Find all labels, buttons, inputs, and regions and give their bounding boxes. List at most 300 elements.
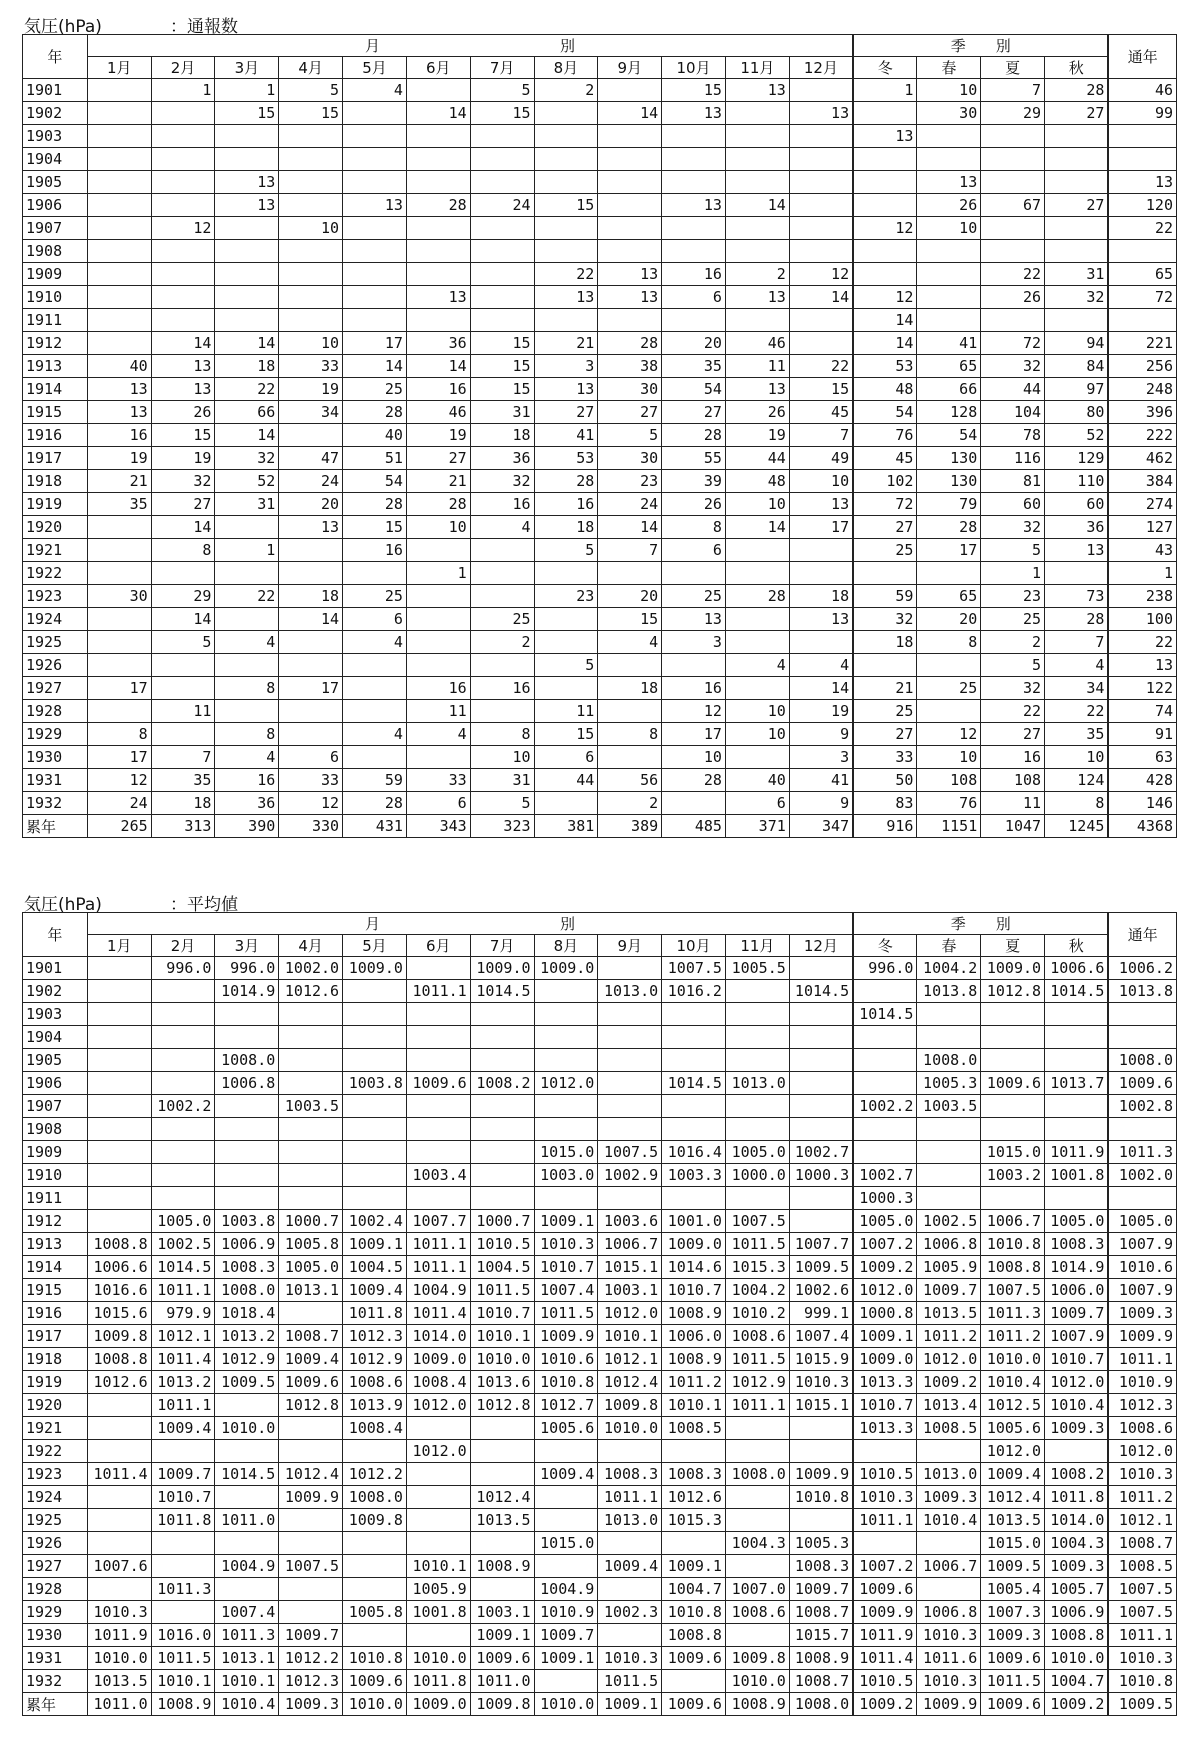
value-cell: 16 — [215, 769, 279, 792]
value-cell: 12 — [87, 769, 151, 792]
year-cell: 1928 — [23, 1578, 88, 1601]
value-cell: 19 — [789, 700, 853, 723]
value-cell — [215, 516, 279, 539]
value-cell — [853, 980, 917, 1003]
value-cell — [343, 263, 407, 286]
value-cell: 1014.0 — [406, 1325, 470, 1348]
value-cell — [981, 217, 1045, 240]
value-cell — [981, 309, 1045, 332]
value-cell — [598, 217, 662, 240]
value-cell: 76 — [917, 792, 981, 815]
value-cell: 5 — [151, 631, 215, 654]
value-cell: 1009.4 — [598, 1555, 662, 1578]
value-cell: 1009.4 — [151, 1417, 215, 1440]
value-cell: 24 — [87, 792, 151, 815]
value-cell — [151, 1141, 215, 1164]
value-cell — [662, 1118, 726, 1141]
value-cell — [598, 1003, 662, 1026]
value-cell: 384 — [1108, 470, 1176, 493]
value-cell: 16 — [470, 493, 534, 516]
value-cell: 16 — [87, 424, 151, 447]
value-cell: 1011.1 — [406, 980, 470, 1003]
value-cell: 25 — [343, 585, 407, 608]
value-cell: 24 — [598, 493, 662, 516]
value-cell: 1002.9 — [598, 1164, 662, 1187]
value-cell — [534, 171, 598, 194]
table-row — [23, 378, 1177, 401]
value-cell: 1012.4 — [470, 1486, 534, 1509]
value-cell: 1013.0 — [725, 1072, 789, 1095]
value-cell: 1010.4 — [917, 1509, 981, 1532]
value-cell: 1009.7 — [279, 1624, 343, 1647]
value-cell: 1013.6 — [470, 1371, 534, 1394]
value-cell: 15 — [470, 355, 534, 378]
value-cell: 13 — [1108, 654, 1176, 677]
value-cell: 1009.6 — [1108, 1072, 1176, 1095]
value-cell: 23 — [981, 585, 1045, 608]
season-group-header: 季 別 — [853, 35, 1108, 57]
value-cell — [151, 723, 215, 746]
value-cell: 1011.1 — [406, 1256, 470, 1279]
value-cell — [534, 240, 598, 263]
value-cell: 1005.9 — [406, 1578, 470, 1601]
value-cell: 1012.0 — [853, 1279, 917, 1302]
year-cell: 1903 — [23, 1003, 88, 1026]
value-cell — [343, 677, 407, 700]
season-group-header: 季 別 — [853, 913, 1108, 935]
value-cell — [343, 286, 407, 309]
value-cell: 313 — [151, 815, 215, 838]
value-cell: 10 — [725, 723, 789, 746]
year-cell: 1924 — [23, 608, 88, 631]
month-header: 3月 — [215, 57, 279, 79]
value-cell: 1009.9 — [789, 1463, 853, 1486]
value-cell: 10 — [725, 700, 789, 723]
season-header: 夏 — [981, 935, 1045, 957]
value-cell: 1010.0 — [981, 1348, 1045, 1371]
value-cell — [470, 125, 534, 148]
value-cell — [725, 677, 789, 700]
value-cell: 1010.3 — [789, 1371, 853, 1394]
month-header: 12月 — [789, 57, 853, 79]
value-cell: 32 — [470, 470, 534, 493]
value-cell: 5 — [598, 424, 662, 447]
value-cell: 1011.1 — [406, 1233, 470, 1256]
year-cell: 1908 — [23, 240, 88, 263]
value-cell: 74 — [1108, 700, 1176, 723]
value-cell: 28 — [917, 516, 981, 539]
value-cell: 1010.0 — [1045, 1647, 1109, 1670]
value-cell: 7 — [151, 746, 215, 769]
table-row — [23, 1256, 1177, 1279]
value-cell — [725, 1187, 789, 1210]
value-cell: 1009.8 — [87, 1325, 151, 1348]
value-cell: 27 — [534, 401, 598, 424]
value-cell: 21 — [406, 470, 470, 493]
table-row — [23, 1072, 1177, 1095]
value-cell: 1007.6 — [87, 1555, 151, 1578]
value-cell: 14 — [151, 332, 215, 355]
value-cell — [343, 1095, 407, 1118]
year-cell: 1902 — [23, 980, 88, 1003]
value-cell: 462 — [1108, 447, 1176, 470]
value-cell: 8 — [87, 723, 151, 746]
value-cell — [917, 1026, 981, 1049]
month-header: 11月 — [725, 57, 789, 79]
value-cell: 1002.0 — [279, 957, 343, 980]
value-cell — [853, 654, 917, 677]
value-cell: 1005.0 — [279, 1256, 343, 1279]
value-cell: 1010.1 — [406, 1555, 470, 1578]
value-cell — [406, 1624, 470, 1647]
year-cell: 1916 — [23, 1302, 88, 1325]
value-cell: 27 — [406, 447, 470, 470]
value-cell — [534, 677, 598, 700]
value-cell: 1012.0 — [1108, 1440, 1176, 1463]
value-cell: 1013.2 — [215, 1325, 279, 1348]
value-cell: 72 — [981, 332, 1045, 355]
value-cell: 32 — [151, 470, 215, 493]
value-cell: 1008.3 — [662, 1463, 726, 1486]
value-cell — [981, 1026, 1045, 1049]
value-cell: 1009.5 — [981, 1555, 1045, 1578]
table-row — [23, 355, 1177, 378]
value-cell: 1008.8 — [981, 1256, 1045, 1279]
value-cell: 30 — [598, 447, 662, 470]
value-cell — [598, 1440, 662, 1463]
value-cell: 1011.4 — [853, 1647, 917, 1670]
value-cell: 7 — [981, 79, 1045, 102]
total-row — [23, 815, 1177, 838]
value-cell — [1045, 1440, 1109, 1463]
value-cell: 1010.5 — [470, 1233, 534, 1256]
value-cell: 23 — [598, 470, 662, 493]
value-cell — [151, 102, 215, 125]
value-cell: 1012.3 — [343, 1325, 407, 1348]
value-cell: 1010.0 — [406, 1647, 470, 1670]
value-cell: 1005.0 — [151, 1210, 215, 1233]
value-cell: 1013.1 — [279, 1279, 343, 1302]
value-cell: 26 — [981, 286, 1045, 309]
value-cell — [406, 1187, 470, 1210]
value-cell: 1014.9 — [215, 980, 279, 1003]
value-cell: 1009.0 — [343, 957, 407, 980]
value-cell: 78 — [981, 424, 1045, 447]
value-cell — [789, 1095, 853, 1118]
value-cell — [981, 1187, 1045, 1210]
value-cell: 1009.0 — [534, 957, 598, 980]
value-cell: 1001.8 — [406, 1601, 470, 1624]
value-cell: 1013.0 — [917, 1463, 981, 1486]
value-cell — [215, 217, 279, 240]
value-cell — [598, 194, 662, 217]
year-cell: 1923 — [23, 585, 88, 608]
value-cell: 1008.5 — [1108, 1555, 1176, 1578]
value-cell: 1006.9 — [1045, 1601, 1109, 1624]
value-cell: 15 — [343, 516, 407, 539]
value-cell — [598, 957, 662, 980]
value-cell: 1010.6 — [1108, 1256, 1176, 1279]
value-cell: 1009.8 — [470, 1693, 534, 1716]
year-cell: 1926 — [23, 654, 88, 677]
value-cell — [406, 957, 470, 980]
value-cell — [279, 1118, 343, 1141]
value-cell — [215, 309, 279, 332]
value-cell: 13 — [215, 194, 279, 217]
value-cell: 7 — [598, 539, 662, 562]
value-cell — [725, 1003, 789, 1026]
value-cell: 15 — [534, 723, 598, 746]
value-cell: 1006.9 — [215, 1233, 279, 1256]
year-cell: 1931 — [23, 1647, 88, 1670]
value-cell: 1011.5 — [470, 1279, 534, 1302]
value-cell: 25 — [853, 539, 917, 562]
value-cell: 22 — [215, 378, 279, 401]
value-cell — [725, 240, 789, 263]
value-cell: 330 — [279, 815, 343, 838]
value-cell: 1009.3 — [981, 1624, 1045, 1647]
value-cell: 20 — [662, 332, 726, 355]
value-cell — [789, 562, 853, 585]
value-cell: 1000.8 — [853, 1302, 917, 1325]
value-cell: 4 — [1045, 654, 1109, 677]
value-cell: 1011.8 — [151, 1509, 215, 1532]
value-cell — [917, 286, 981, 309]
value-cell: 26 — [917, 194, 981, 217]
table-row — [23, 1095, 1177, 1118]
value-cell: 8 — [215, 723, 279, 746]
value-cell — [406, 171, 470, 194]
value-cell: 16 — [406, 677, 470, 700]
value-cell: 1007.5 — [1108, 1578, 1176, 1601]
value-cell: 53 — [853, 355, 917, 378]
value-cell: 3 — [662, 631, 726, 654]
value-cell — [87, 980, 151, 1003]
value-cell: 6 — [279, 746, 343, 769]
value-cell: 72 — [1108, 286, 1176, 309]
value-cell: 1009.9 — [917, 1693, 981, 1716]
value-cell: 36 — [1045, 516, 1109, 539]
value-cell — [470, 1095, 534, 1118]
value-cell: 1012.6 — [662, 1486, 726, 1509]
value-cell: 1003.3 — [662, 1164, 726, 1187]
value-cell: 1011.2 — [662, 1371, 726, 1394]
value-cell: 1004.9 — [215, 1555, 279, 1578]
table-row — [23, 585, 1177, 608]
value-cell: 10 — [725, 493, 789, 516]
value-cell — [725, 1026, 789, 1049]
year-cell: 累年 — [23, 1693, 88, 1716]
value-cell — [343, 240, 407, 263]
value-cell: 32 — [1045, 286, 1109, 309]
table-row — [23, 447, 1177, 470]
value-cell: 14 — [279, 608, 343, 631]
value-cell — [1045, 217, 1109, 240]
value-cell — [470, 585, 534, 608]
value-cell — [917, 263, 981, 286]
value-cell: 15 — [598, 608, 662, 631]
value-cell — [470, 1141, 534, 1164]
value-cell — [917, 562, 981, 585]
table-row — [23, 562, 1177, 585]
table-row — [23, 1118, 1177, 1141]
value-cell: 29 — [981, 102, 1045, 125]
value-cell: 22 — [981, 263, 1045, 286]
value-cell — [87, 631, 151, 654]
value-cell: 9 — [789, 792, 853, 815]
value-cell — [534, 1003, 598, 1026]
value-cell — [534, 792, 598, 815]
table-row — [23, 1141, 1177, 1164]
month-header: 7月 — [470, 935, 534, 957]
value-cell — [470, 1164, 534, 1187]
value-cell: 15 — [789, 378, 853, 401]
value-cell: 1011.0 — [87, 1693, 151, 1716]
value-cell: 10 — [279, 217, 343, 240]
year-cell: 1914 — [23, 378, 88, 401]
month-header: 1月 — [87, 57, 151, 79]
value-cell — [725, 562, 789, 585]
value-cell — [534, 631, 598, 654]
value-cell: 22 — [215, 585, 279, 608]
table-row — [23, 1555, 1177, 1578]
value-cell — [662, 1003, 726, 1026]
value-cell — [151, 1440, 215, 1463]
value-cell — [725, 1417, 789, 1440]
value-cell — [853, 1072, 917, 1095]
value-cell — [151, 125, 215, 148]
value-cell: 13 — [725, 378, 789, 401]
value-cell: 1016.2 — [662, 980, 726, 1003]
value-cell — [725, 1118, 789, 1141]
value-cell: 1005.9 — [917, 1256, 981, 1279]
value-cell — [87, 286, 151, 309]
value-cell — [1045, 1118, 1109, 1141]
value-cell: 1003.5 — [917, 1095, 981, 1118]
value-cell: 485 — [662, 815, 726, 838]
year-cell: 1910 — [23, 286, 88, 309]
value-cell: 66 — [215, 401, 279, 424]
value-cell — [725, 102, 789, 125]
value-cell: 1014.5 — [662, 1072, 726, 1095]
value-cell: 1015.3 — [725, 1256, 789, 1279]
value-cell: 94 — [1045, 332, 1109, 355]
value-cell: 1013.5 — [917, 1302, 981, 1325]
value-cell: 17 — [87, 746, 151, 769]
value-cell — [215, 1486, 279, 1509]
year-cell: 1909 — [23, 263, 88, 286]
value-cell: 1012.1 — [1108, 1509, 1176, 1532]
value-cell: 1015.0 — [534, 1532, 598, 1555]
value-cell: 26 — [662, 493, 726, 516]
value-cell: 1009.4 — [981, 1463, 1045, 1486]
value-cell: 15 — [279, 102, 343, 125]
value-cell: 30 — [598, 378, 662, 401]
value-cell — [151, 171, 215, 194]
value-cell — [343, 171, 407, 194]
value-cell: 1011.2 — [981, 1325, 1045, 1348]
value-cell — [343, 1624, 407, 1647]
value-cell — [470, 1049, 534, 1072]
value-cell: 59 — [343, 769, 407, 792]
year-cell: 1932 — [23, 792, 88, 815]
value-cell — [598, 1187, 662, 1210]
value-cell: 323 — [470, 815, 534, 838]
value-cell — [215, 1187, 279, 1210]
value-cell: 32 — [853, 608, 917, 631]
value-cell: 4 — [343, 79, 407, 102]
value-cell: 1012.0 — [981, 1440, 1045, 1463]
value-cell — [853, 1026, 917, 1049]
value-cell: 1009.5 — [789, 1256, 853, 1279]
value-cell — [534, 1187, 598, 1210]
value-cell — [1045, 1187, 1109, 1210]
value-cell: 1011.0 — [215, 1509, 279, 1532]
value-cell: 1011.6 — [917, 1647, 981, 1670]
value-cell — [725, 1555, 789, 1578]
table-row — [23, 424, 1177, 447]
value-cell: 120 — [1108, 194, 1176, 217]
value-cell — [662, 148, 726, 171]
value-cell: 14 — [406, 102, 470, 125]
value-cell: 1008.6 — [1108, 1417, 1176, 1440]
value-cell: 48 — [725, 470, 789, 493]
value-cell: 1008.9 — [470, 1555, 534, 1578]
value-cell — [343, 562, 407, 585]
value-cell: 1009.6 — [343, 1670, 407, 1693]
value-cell: 8 — [662, 516, 726, 539]
value-cell — [87, 263, 151, 286]
value-cell: 13 — [87, 401, 151, 424]
value-cell — [279, 539, 343, 562]
value-cell — [215, 1118, 279, 1141]
value-cell — [87, 1394, 151, 1417]
value-cell — [279, 1509, 343, 1532]
value-cell — [1045, 1026, 1109, 1049]
value-cell: 31 — [470, 769, 534, 792]
value-cell: 1014.6 — [662, 1256, 726, 1279]
value-cell: 916 — [853, 815, 917, 838]
value-cell — [981, 171, 1045, 194]
value-cell: 10 — [917, 79, 981, 102]
value-cell: 15 — [662, 79, 726, 102]
value-cell — [725, 1509, 789, 1532]
table-row — [23, 1279, 1177, 1302]
value-cell: 1015.1 — [598, 1256, 662, 1279]
year-cell: 1927 — [23, 1555, 88, 1578]
value-cell: 66 — [917, 378, 981, 401]
value-cell: 1011.3 — [151, 1578, 215, 1601]
value-cell: 1014.5 — [470, 980, 534, 1003]
value-cell: 1010.5 — [853, 1463, 917, 1486]
value-cell — [87, 1164, 151, 1187]
value-cell — [151, 1601, 215, 1624]
value-cell — [279, 1072, 343, 1095]
month-header: 10月 — [662, 935, 726, 957]
value-cell: 1011.2 — [1108, 1486, 1176, 1509]
value-cell: 9 — [789, 723, 853, 746]
value-cell: 1014.0 — [1045, 1509, 1109, 1532]
year-cell: 1922 — [23, 1440, 88, 1463]
value-cell — [598, 240, 662, 263]
value-cell: 1 — [215, 539, 279, 562]
value-cell: 54 — [853, 401, 917, 424]
value-cell — [151, 654, 215, 677]
value-cell — [534, 1049, 598, 1072]
value-cell — [406, 654, 470, 677]
value-cell: 1006.0 — [662, 1325, 726, 1348]
value-cell: 130 — [917, 470, 981, 493]
